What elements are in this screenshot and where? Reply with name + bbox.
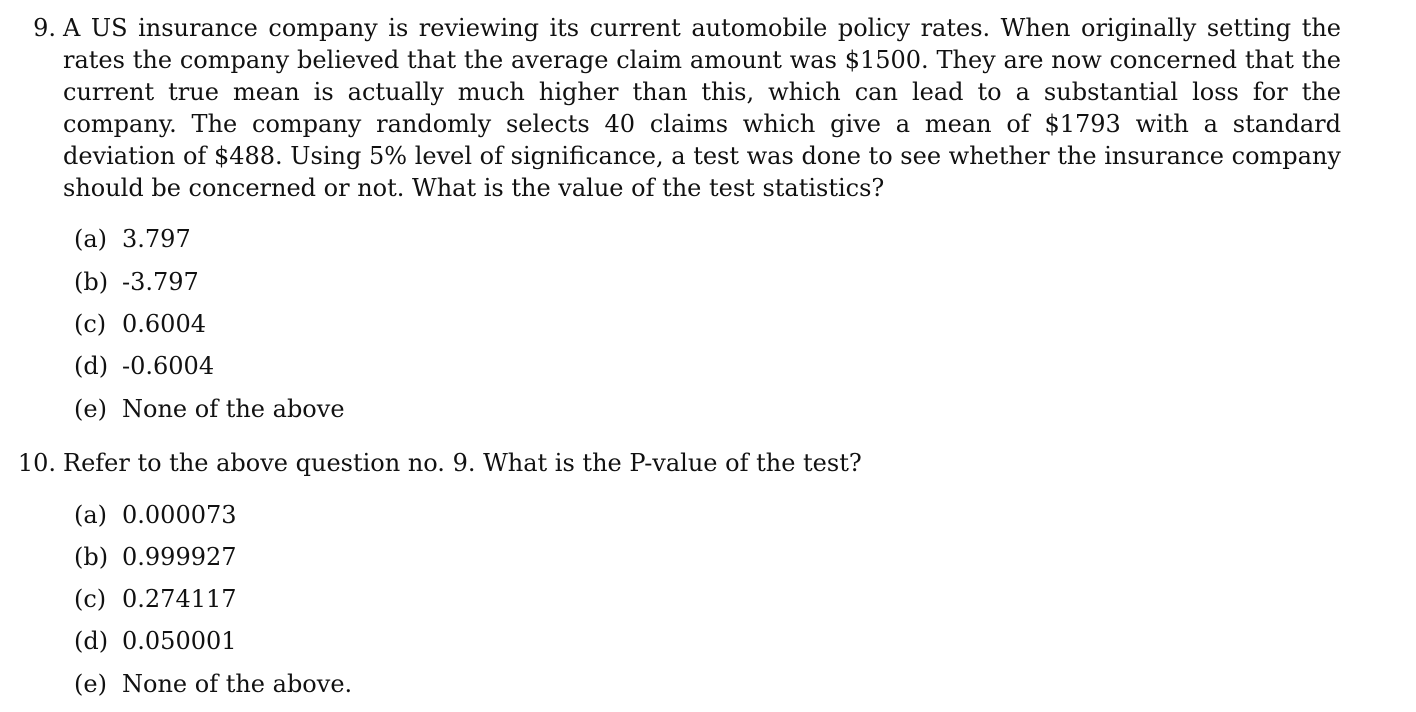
question-10 (0, 447, 1416, 707)
option-value: 0.6004 (122, 310, 206, 338)
question-text: Refer to the above question no. 9. What is the P-value of the test? (63, 449, 862, 477)
question-number: 9. (33, 14, 56, 42)
option-label: (b) (74, 543, 109, 571)
option-value: -3.797 (122, 268, 199, 296)
option-value: 3.797 (122, 225, 191, 253)
option-label: (a) (74, 501, 108, 529)
option-label: (c) (74, 585, 107, 613)
option-value: 0.274117 (122, 585, 237, 613)
option-label: (b) (74, 268, 109, 296)
option-value: None of the above (122, 395, 345, 423)
option-value: 0.000073 (122, 501, 237, 529)
option-value: 0.050001 (122, 627, 237, 655)
option-value: -0.6004 (122, 352, 215, 380)
option-label: (d) (74, 627, 109, 655)
question-text: A US insurance company is reviewing its current automobile policy rates. When originally setting the rates the company believed that the average claim amount was $1500. They are now concerned that the current true mean is actually much higher than this, which can lead to a substantial loss for the company. The company randomly selects 40 claims which give a mean of $1793 with a standard deviation of $488. Using 5% level of significance, a test was done to see whether the insurance company should be concerned or not. What is the value of the test statistics? (63, 14, 1341, 202)
option-label: (d) (74, 352, 109, 380)
option-value: 0.999927 (122, 543, 237, 571)
option-label: (c) (74, 310, 107, 338)
option-label: (e) (74, 395, 107, 423)
question-9 (0, 12, 1416, 432)
option-label: (e) (74, 670, 107, 698)
option-label: (a) (74, 225, 108, 253)
option-value: None of the above. (122, 670, 353, 698)
question-number: 10. (17, 449, 56, 477)
